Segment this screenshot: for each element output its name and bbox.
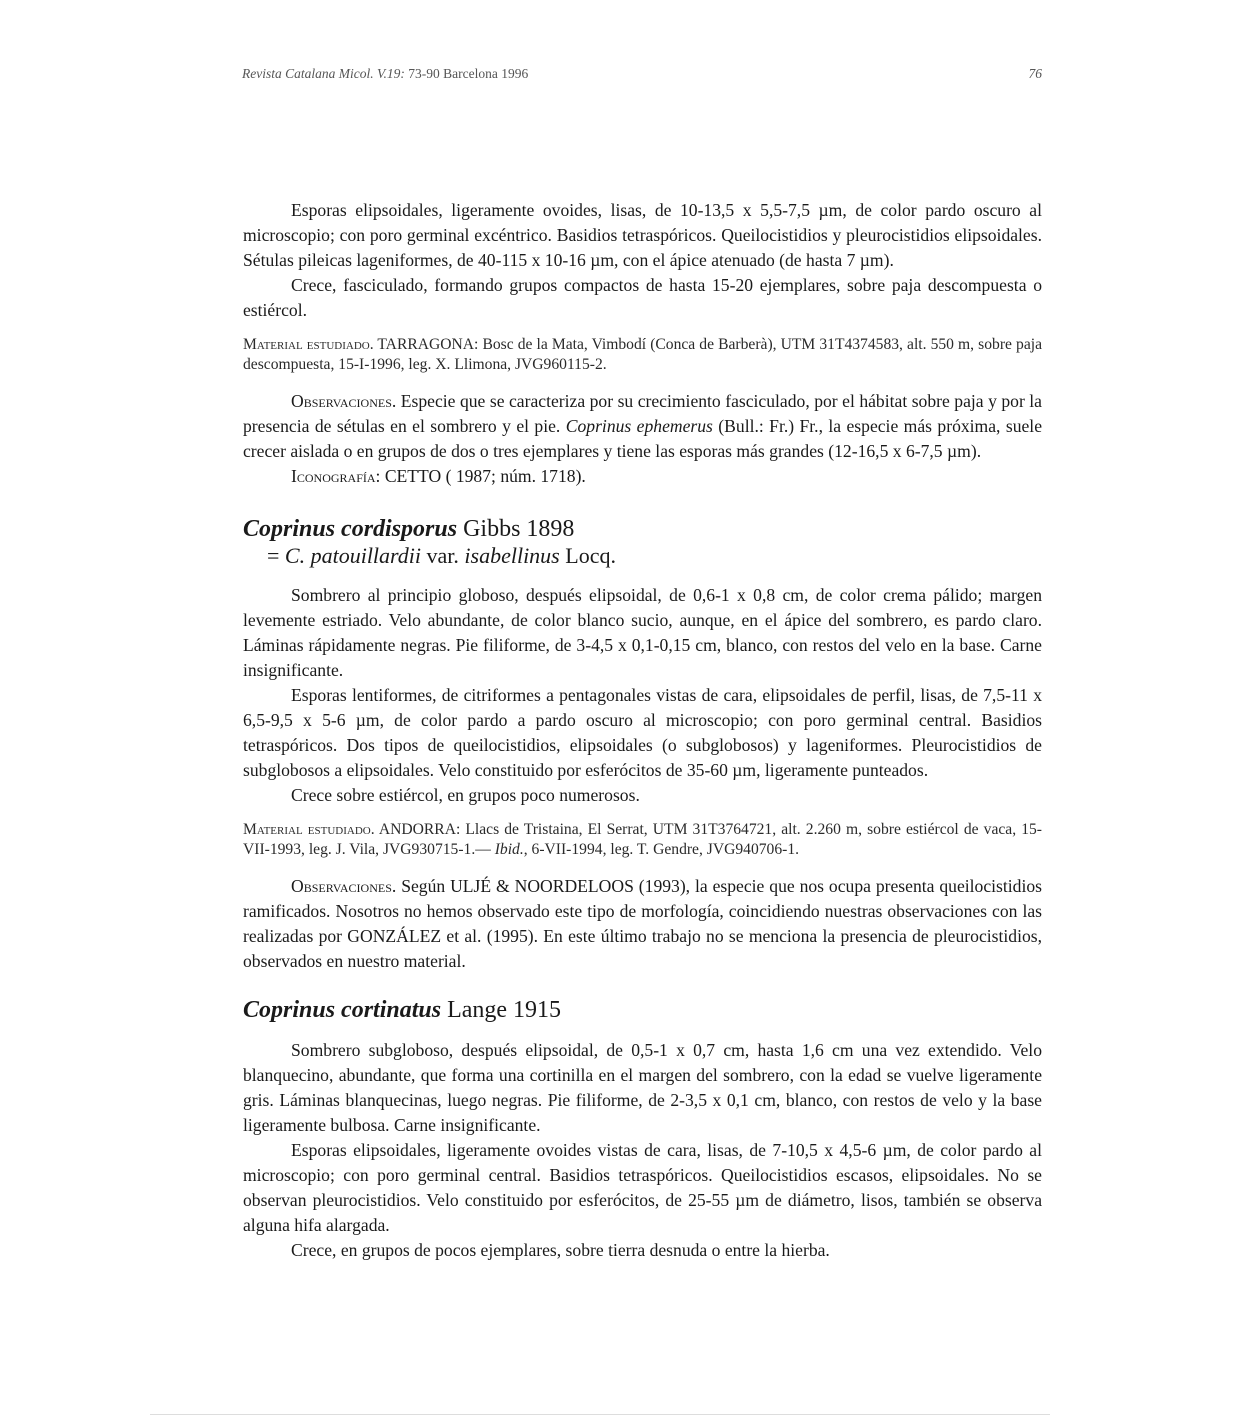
species-ref: Coprinus ephemerus [565,416,713,436]
species-name: Coprinus cortinatus [243,997,442,1023]
synonym-line [243,543,1042,569]
running-header [242,66,1042,82]
synonym-variety: isabellinus [464,543,560,568]
observations-text: Según ULJÉ & NOORDELOOS (1993), la especie que nos ocupa presenta queilocistidios ramificados. Nosotros no hemos observado este tipo de morfología, coincidiendo nuestras observaciones con las realizadas por GONZÁLEZ et al. (1995). En este último trabajo no se menciona la presencia de pleurocistidios, observados en nuestro material. [243,876,1042,971]
cordisporus-description: Sombrero al principio globoso, después elipsoidal, de 0,6-1 x 0,8 cm, de color crema pálido; margen levemente estriado. Velo abundante, de color blanco sucio, aunque, en el ápice del sombrero, es pardo claro. Láminas rápidamente negras. Pie filiforme, de 3-4,5 x 0,1-0,15 cm, blanco, con restos del velo en la base. Carne insignificante. [243,585,1042,680]
cordisporus-habitat: Crece sobre estiércol, en grupos poco numerosos. [291,785,640,805]
cortinatus-spores: Esporas elipsoidales, ligeramente ovoides vistas de cara, lisas, de 7-10,5 x 4,5-6 µm, de color pardo al microscopio; con poro germinal central. Basidios tetraspóricos. Queilocistidios escasos, elipsoidales. No se observan pleurocistidios. Velo constituido por esferócitos, de 25-55 µm de diámetro, lisos, también se observa alguna hifa alargada. [243,1140,1042,1235]
material-text-1: ANDORRA: Llacs de Tristaina, El Serrat, UTM 31T3764721, alt. 2.260 m, sobre estiércol de vaca, 15-VII-1993, leg. J. Vila, JVG930715-1.— [243,821,1042,858]
material-text-2: , 6-VII-1994, leg. T. Gendre, JVG940706-1. [523,841,800,858]
iconography-label: Iconografía: [291,466,381,486]
material-label: Material estudiado. [243,336,374,353]
observations-label: Observaciones. [291,876,397,896]
scan-edge-line [150,1414,1050,1415]
intro-iconography [243,464,1042,489]
cordisporus-spores: Esporas lentiformes, de citriformes a pentagonales vistas de cara, elipsoidales de perfil, lisas, de 7,5-11 x 6,5-9,5 x 5-6 µm, de color pardo a pardo oscuro al microscopio; con poro germinal central. Basidios tetraspóricos. Dos tipos de queilocistidios, elipsoidales (o subglobosos) y lageniformes. Pleurocistidios de subglobosos a elipsoidales. Velo constituido por esferócitos de 35-60 µm, ligeramente punteados. [243,685,1042,780]
journal-pages: 73-90 Barcelona 1996 [408,66,529,81]
intro-material-studied [243,335,1042,375]
synonym-author: Locq. [559,543,616,568]
material-label: Material estudiado. [243,821,375,838]
page-number: 76 [1028,66,1042,81]
species-heading-cordisporus [243,515,1042,543]
cortinatus-habitat: Crece, en grupos de pocos ejemplares, sobre tierra desnuda o entre la hierba. [291,1240,830,1260]
intro-paragraph-habitat: Crece, fasciculado, formando grupos compactos de hasta 15-20 ejemplares, sobre paja descompuesta o estiércol. [243,275,1042,320]
cortinatus-description: Sombrero subgloboso, después elipsoidal, de 0,5-1 x 0,7 cm, hasta 1,6 cm una vez extendido. Velo blanquecino, abundante, que forma una cortinilla en el margen del sombrero, con la edad se vuelve ligeramente gris. Láminas blanquecinas, luego negras. Pie filiforme, de 2-3,5 x 0,1 cm, blanco, con restos de velo y la base ligeramente bulbosa. Carne insignificante. [243,1040,1042,1135]
page-body [243,198,1042,1263]
species-author: Gibbs 1898 [457,516,575,542]
species-author: Lange 1915 [441,997,562,1023]
cordisporus-observations [243,874,1042,974]
intro-observations [243,389,1042,464]
synonym-name: C. patouillardii [284,543,422,568]
journal-name: Revista Catalana Micol. V.19: [242,66,405,81]
iconography-text: CETTO ( 1987; núm. 1718). [380,466,586,486]
species-name: Coprinus cordisporus [243,516,458,542]
cordisporus-material-studied [243,820,1042,860]
species-heading-cortinatus [243,996,1042,1024]
observations-text-1: Especie que se caracteriza por su crecimiento fasciculado, por el hábitat sobre paja y por la presencia de sétulas en el sombrero y el pie. [243,391,1042,436]
synonym-var: var. [421,543,465,568]
material-text: TARRAGONA: Bosc de la Mata, Vimbodí (Conca de Barberà), UTM 31T4374583, alt. 550 m, sobre paja descompuesta, 15-I-1996, leg. X. Llimona, JVG960115-2. [243,336,1042,373]
observations-text-2: (Bull.: Fr.) Fr., la especie más próxima, suele crecer aislada o en grupos de dos o tres ejemplares y tiene las esporas más grandes (12-16,5 x 6-7,5 µm). [243,416,1043,461]
material-ibid: Ibid. [494,841,524,858]
intro-paragraph-spores: Esporas elipsoidales, ligeramente ovoides, lisas, de 10-13,5 x 5,5-7,5 µm, de color pardo oscuro al microscopio; con poro germinal excéntrico. Basidios tetraspóricos. Queilocistidios y pleurocistidios elipsoidales. Sétulas pileicas lageniformes, de 40-115 x 10-16 µm, con el ápice atenuado (de hasta 7 µm). [243,200,1042,270]
synonym-prefix: = [267,543,285,568]
observations-label: Observaciones. [291,391,397,411]
